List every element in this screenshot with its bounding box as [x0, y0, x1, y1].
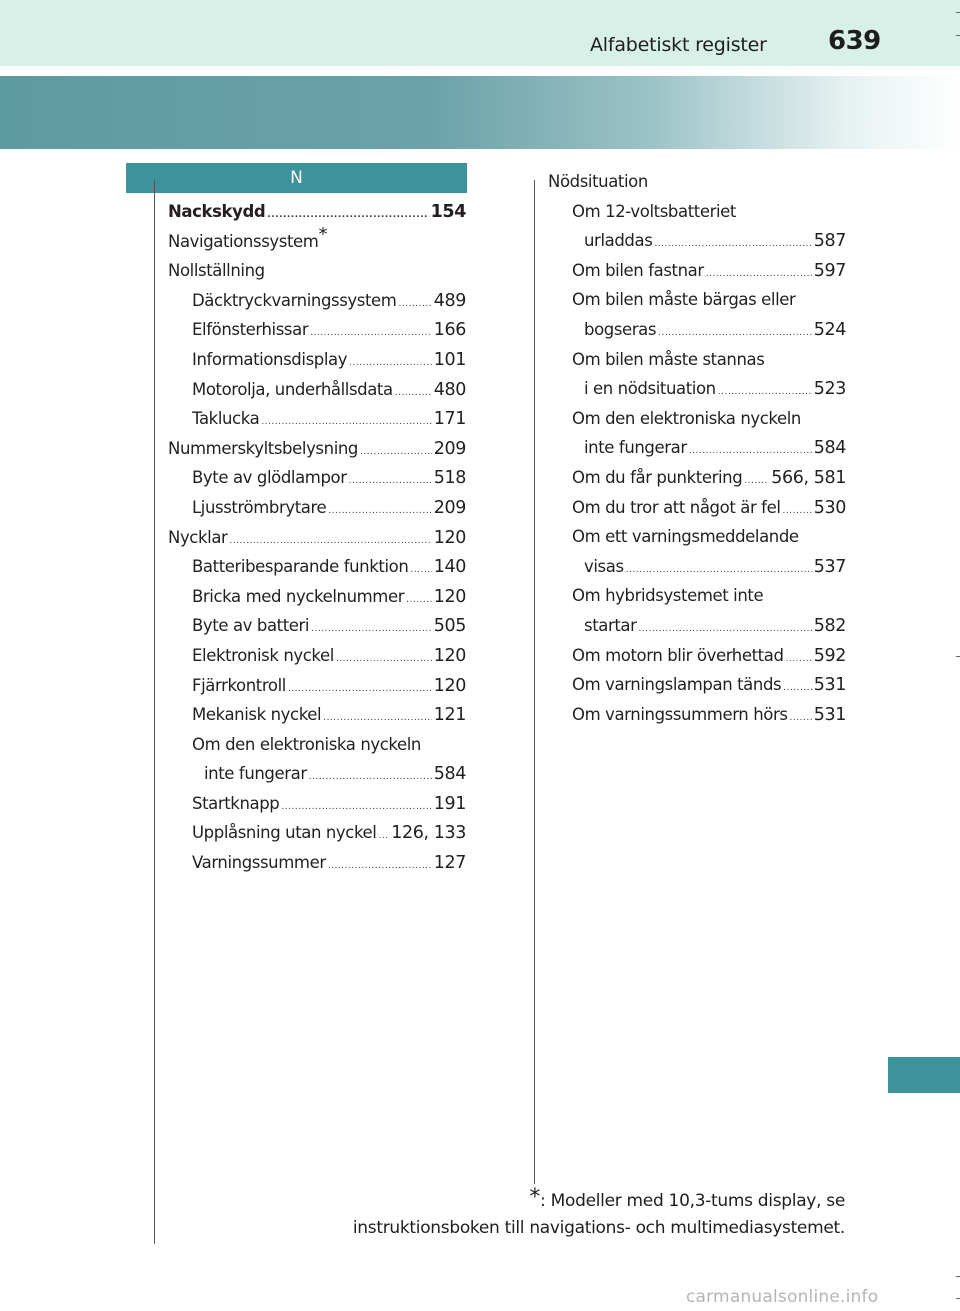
index-entry[interactable]: [168, 848, 466, 878]
index-entry-label: urladdas: [584, 231, 653, 251]
index-entry[interactable]: [168, 700, 466, 730]
dot-leader: [410, 556, 431, 586]
index-entry-label: Om varningslampan tänds: [572, 675, 782, 695]
dot-leader: [378, 822, 389, 852]
footnote-asterisk: *: [529, 1185, 541, 1210]
index-entry: [548, 404, 846, 434]
index-entry-label: Om du tror att något är fel: [572, 497, 781, 517]
index-entry-label: Om bilen fastnar: [572, 260, 704, 280]
index-entry-page[interactable]: 531: [813, 704, 846, 725]
column-divider: [534, 180, 535, 1184]
index-entry-page[interactable]: 154: [430, 202, 466, 222]
index-entry[interactable]: [168, 523, 466, 553]
index-entry-page[interactable]: 584: [813, 438, 846, 459]
index-entry-page[interactable]: 531: [813, 675, 846, 696]
index-entry[interactable]: [168, 641, 466, 671]
index-entry-label: inte fungerar: [584, 438, 687, 458]
index-entry[interactable]: [168, 552, 466, 582]
index-entry[interactable]: [548, 641, 846, 671]
index-entry[interactable]: [168, 759, 466, 789]
index-entry-page[interactable]: 582: [813, 615, 846, 636]
index-entry[interactable]: [548, 256, 846, 286]
index-column-right: [548, 167, 846, 729]
index-entry-label: Däcktryckvarningssystem: [192, 290, 397, 310]
dot-leader: [398, 290, 431, 320]
index-entry[interactable]: [168, 671, 466, 701]
index-entry-page[interactable]: 209: [433, 497, 466, 518]
index-entry-label: Om 12-voltsbatteriet: [572, 201, 736, 221]
index-entry-page[interactable]: 140: [433, 557, 466, 578]
index-entry-label: Om varningssummern hörs: [572, 704, 788, 724]
index-entry-page[interactable]: 489: [433, 290, 466, 311]
dot-leader: [309, 763, 432, 793]
index-entry-label: Nycklar: [168, 527, 228, 547]
index-entry-page[interactable]: 537: [813, 556, 846, 577]
index-entry: [548, 197, 846, 227]
index-entry: [168, 256, 466, 286]
index-entry-label: i en nödsituation: [584, 379, 716, 399]
index-entry-page[interactable]: 191: [433, 793, 466, 814]
index-entry-label: Om du får punktering: [572, 467, 743, 487]
dot-leader: [328, 852, 432, 882]
asterisk-marker: *: [318, 223, 328, 245]
index-entry[interactable]: [168, 286, 466, 316]
index-entry[interactable]: [548, 226, 846, 256]
index-entry-label: Mekanisk nyckel: [192, 705, 322, 725]
index-entry[interactable]: [548, 315, 846, 345]
index-entry-label: Informationsdisplay: [192, 349, 348, 369]
index-entry-page[interactable]: 587: [813, 231, 846, 252]
dot-leader: [786, 645, 812, 675]
index-entry-label: Elfönsterhissar: [192, 320, 309, 340]
index-entry-page[interactable]: 523: [813, 379, 846, 400]
index-entry[interactable]: [168, 463, 466, 493]
index-entry-label: Fjärrkontroll: [192, 675, 286, 695]
index-entry-label: startar: [584, 615, 637, 635]
index-entry[interactable]: [168, 818, 466, 848]
index-entry-page[interactable]: 120: [433, 645, 466, 666]
index-entry[interactable]: [548, 700, 846, 730]
index-entry-page[interactable]: 120: [433, 586, 466, 607]
column-divider: [154, 180, 155, 1244]
index-entry-label: Om motorn blir överhettad: [572, 645, 784, 665]
index-entry[interactable]: [548, 433, 846, 463]
index-entry-label: Elektronisk nyckel: [192, 645, 334, 665]
index-entry-page[interactable]: 566, 581: [771, 467, 846, 488]
footnote: [353, 1186, 845, 1242]
index-entry[interactable]: [168, 404, 466, 434]
page-number: 639: [828, 26, 881, 56]
index-entry[interactable]: [548, 374, 846, 404]
index-entry-page[interactable]: 120: [433, 675, 466, 696]
index-entry[interactable]: [548, 611, 846, 641]
index-entry-label: Startknapp: [192, 793, 280, 813]
index-entry-page[interactable]: 126, 133: [391, 823, 466, 844]
index-entry-label: Nummerskyltsbelysning: [168, 438, 359, 458]
index-entry-label: Nackskydd: [168, 202, 266, 221]
index-entry-page[interactable]: 505: [433, 616, 466, 637]
index-entry-label: inte fungerar: [204, 764, 307, 784]
index-entry[interactable]: [168, 434, 466, 464]
index-entry-page[interactable]: 597: [813, 260, 846, 281]
index-entry-label: Om den elektroniska nyckeln: [192, 734, 421, 754]
index-entry-page[interactable]: 120: [433, 527, 466, 548]
index-entry-page[interactable]: 518: [433, 468, 466, 489]
header-band: [0, 0, 960, 66]
index-entry[interactable]: [168, 582, 466, 612]
index-entry-page[interactable]: 121: [433, 705, 466, 726]
index-entry[interactable]: [168, 315, 466, 345]
index-entry-label: Om bilen måste stannas: [572, 349, 765, 369]
index-entry-label: Taklucka: [192, 409, 260, 429]
index-entry: [548, 345, 846, 375]
index-entry-label: Varningssummer: [192, 853, 326, 873]
edge-tick: [956, 1298, 960, 1299]
edge-tick: [956, 12, 960, 13]
index-entry-label: Bricka med nyckelnummer: [192, 586, 405, 606]
index-entry[interactable]: [548, 493, 846, 523]
index-entry-label: Nödsituation: [548, 172, 648, 191]
index-entry-page[interactable]: 171: [433, 409, 466, 430]
footnote-line-2: instruktionsboken till navigations- och multimediasystemet.: [352, 1218, 845, 1238]
index-entry-label: Ljusströmbrytare: [192, 497, 327, 517]
index-entry-label: bogseras: [584, 319, 657, 339]
index-section-tab[interactable]: [888, 1057, 960, 1093]
index-entry[interactable]: [168, 197, 466, 227]
index-entry: [548, 522, 846, 552]
index-entry: [548, 285, 846, 315]
footnote-line-1: *: Modeller med 10,3-tums display, se: [529, 1185, 845, 1211]
index-entry: [168, 730, 466, 760]
index-entry-label: Byte av batteri: [192, 616, 310, 636]
index-entry[interactable]: [548, 463, 846, 493]
dot-leader: [336, 645, 432, 675]
decorative-gradient-band: [0, 76, 960, 149]
section-letter-header: N: [126, 163, 467, 193]
index-entry-page[interactable]: 209: [433, 438, 466, 459]
index-entry-label: Upplåsning utan nyckel: [192, 823, 377, 843]
index-entry-page[interactable]: 592: [813, 645, 846, 666]
index-entry-label: Navigationssystem: [168, 231, 319, 251]
index-entry: [548, 167, 846, 197]
index-entry-page[interactable]: 101: [433, 349, 466, 370]
index-entry-label: Motorolja, underhållsdata: [192, 379, 393, 399]
watermark: carmanualsonline.info: [686, 1287, 879, 1307]
index-entry: [168, 223, 466, 257]
index-column-left: [168, 197, 466, 878]
edge-tick: [956, 35, 960, 36]
index-entry[interactable]: [168, 375, 466, 405]
index-entry[interactable]: [168, 611, 466, 641]
page-title: Alfabetiskt register: [590, 34, 767, 56]
index-entry-page[interactable]: 166: [433, 320, 466, 341]
index-entry[interactable]: [168, 345, 466, 375]
index-entry-page[interactable]: 584: [433, 764, 466, 785]
index-entry[interactable]: [168, 493, 466, 523]
edge-tick: [956, 1276, 960, 1277]
index-entry-page[interactable]: 530: [813, 497, 846, 518]
index-entry-label: Om hybridsystemet inte: [572, 586, 764, 606]
index-entry-label: Batteribesparande funktion: [192, 557, 409, 577]
index-entry-page[interactable]: 480: [433, 379, 466, 400]
index-entry[interactable]: [548, 670, 846, 700]
edge-tick: [956, 656, 960, 657]
index-entry-page[interactable]: 524: [813, 319, 846, 340]
dot-leader: [395, 379, 432, 409]
index-entry[interactable]: [548, 552, 846, 582]
index-entry-label: visas: [584, 556, 624, 576]
dot-leader: [406, 586, 432, 616]
index-entry-page[interactable]: 127: [433, 853, 466, 874]
dot-leader: [360, 438, 432, 468]
index-entry-label: Om bilen måste bärgas eller: [572, 290, 796, 310]
index-entry[interactable]: [168, 789, 466, 819]
dot-leader: [328, 497, 432, 527]
index-entry-label: Nollställning: [168, 261, 265, 281]
dot-leader: [790, 704, 812, 734]
index-entry-label: Om ett varningsmeddelande: [572, 527, 799, 547]
index-entry: [548, 581, 846, 611]
index-entry-label: Om den elektroniska nyckeln: [572, 408, 801, 428]
dot-leader: [349, 467, 432, 497]
index-entry-label: Byte av glödlampor: [192, 468, 347, 488]
